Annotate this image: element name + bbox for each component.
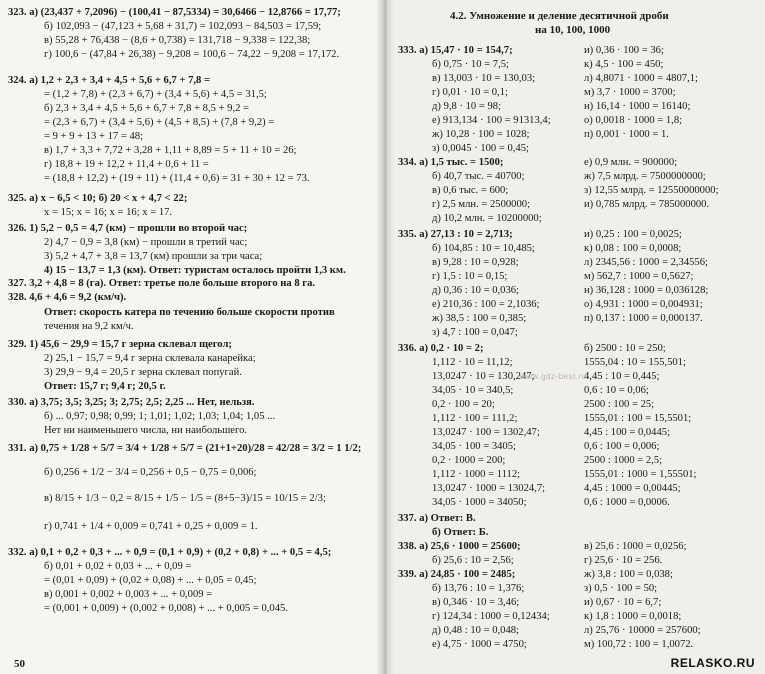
right-col2-line: п) 0,001 · 1000 = 1.	[584, 129, 669, 140]
right-col1-line: в) 9,28 : 10 = 0,928;	[432, 257, 519, 268]
page-number: 50	[14, 658, 25, 670]
right-col1-line: г) 1,5 : 10 = 0,15;	[432, 271, 508, 282]
left-lines-line: 330. а) 3,75; 3,5; 3,25; 3; 2,75; 2,5; 2,25 ... Нет, нельзя.	[8, 397, 255, 408]
right-col1-line: д) 10,2 млн. = 10200000;	[432, 213, 542, 224]
right-col2-line: м) 3,7 · 1000 = 3700;	[584, 87, 676, 98]
left-lines-line: 328. 4,6 + 4,6 = 9,2 (км/ч).	[8, 292, 127, 303]
left-lines-line: 2) 4,7 − 0,9 = 3,8 (км) − прошли в третий час;	[44, 237, 248, 248]
right-col1-line: е) 4,75 · 1000 = 4750;	[432, 639, 527, 650]
left-lines-line: = (2,3 + 6,7) + (3,4 + 5,6) + (4,5 + 8,5) + (7,8 + 9,2) =	[44, 117, 275, 128]
left-lines-line: = (18,8 + 12,2) + (19 + 11) + (11,4 + 0,6) = 31 + 30 + 12 = 73.	[44, 173, 310, 184]
right-col1-line: б) 0,75 · 10 = 7,5;	[432, 59, 509, 70]
left-lines-line: Ответ: скорость катера по течению больше скорости против	[44, 307, 335, 318]
right-col1-line: б) 40,7 тыс. = 40700;	[432, 171, 525, 182]
right-col2-line: 1555,04 : 10 = 155,501;	[584, 357, 686, 368]
right-col1-line: 337. а) Ответ: В.	[398, 513, 476, 524]
left-lines-line: = 9 + 9 + 13 + 17 = 48;	[44, 131, 144, 142]
left-lines-line: 4) 15 − 13,7 = 1,3 (км). Ответ: туристам осталось пройти 1,3 км.	[44, 265, 346, 276]
left-lines-line: б) 0,256 + 1/2 − 3/4 = 0,256 + 0,5 − 0,75 = 0,006;	[44, 467, 257, 478]
right-col1-line: 0,2 · 100 = 20;	[432, 399, 495, 410]
right-col2-line: п) 0,137 : 1000 = 0,000137.	[584, 313, 703, 324]
right-col2-line: б) 2500 : 10 = 250;	[584, 343, 666, 354]
right-col2-line: 0,6 : 10 = 0,06;	[584, 385, 649, 396]
right-col2-line: 2500 : 1000 = 2,5;	[584, 455, 663, 466]
left-lines-line: в) 0,001 + 0,002 + 0,003 + ... + 0,009 =	[44, 589, 213, 600]
right-col1-line: ж) 38,5 : 100 = 0,385;	[432, 313, 527, 324]
right-col1-line: б) 25,6 : 10 = 2,56;	[432, 555, 514, 566]
right-col1-line: 34,05 · 100 = 3405;	[432, 441, 516, 452]
left-lines-line: 329. 1) 45,6 − 29,9 = 15,7 г зерна склевал щегол;	[8, 339, 232, 350]
left-lines-line: в) 55,28 + 76,438 − (8,6 + 0,738) = 131,718 − 9,338 = 122,38;	[44, 35, 311, 46]
right-col1-line: е) 210,36 : 100 = 2,1036;	[432, 299, 540, 310]
right-col2-line: о) 0,0018 · 1000 = 1,8;	[584, 115, 683, 126]
right-col1-line: ж) 10,28 · 100 = 1028;	[432, 129, 530, 140]
right-col1-line: б) 104,85 : 10 = 10,485;	[432, 243, 535, 254]
right-col1-line: 338. а) 25,6 · 1000 = 25600;	[398, 541, 521, 552]
right-col1-line: 34,05 · 1000 = 34050;	[432, 497, 527, 508]
right-col2-line: з) 0,5 · 100 = 50;	[584, 583, 658, 594]
right-col2-line: л) 2345,56 : 1000 = 2,34556;	[584, 257, 708, 268]
right-col2-line: е) 0,9 млн. = 900000;	[584, 157, 678, 168]
left-lines-line: 3) 5,2 + 4,7 + 3,8 = 13,7 (км) прошли за три часа;	[44, 251, 263, 262]
right-col1-line: 1,112 · 100 = 111,2;	[432, 413, 518, 424]
right-col2-line: о) 4,931 : 1000 = 0,004931;	[584, 299, 703, 310]
right-col2-line: и) 0,36 · 100 = 36;	[584, 45, 664, 56]
left-lines-line: г) 100,6 − (47,84 + 26,38) − 9,208 = 100,6 − 74,22 − 9,208 = 17,172.	[44, 49, 340, 60]
right-col2-line: 1555,01 : 100 = 15,5501;	[584, 413, 692, 424]
right-col2-line: л) 4,8071 · 1000 = 4807,1;	[584, 73, 698, 84]
right-col1-line: е) 913,134 · 100 = 91313,4;	[432, 115, 551, 126]
left-lines-line: = (0,01 + 0,09) + (0,02 + 0,08) + ... + 0,05 = 0,45;	[44, 575, 257, 586]
left-lines-line: в) 1,7 + 3,3 + 7,72 + 3,28 + 1,11 + 8,89 = 5 + 11 + 10 = 26;	[44, 145, 297, 156]
right-col2-line: м) 562,7 : 1000 = 0,5627;	[584, 271, 694, 282]
section-subtitle: на 10, 100, 1000	[535, 24, 611, 36]
left-lines-line: Ответ: 15,7 г; 9,4 г; 20,5 г.	[44, 381, 166, 392]
left-lines-line: в) 8/15 + 1/3 − 0,2 = 8/15 + 1/5 − 1/5 = (8+5−3)/15 = 10/15 = 2/3;	[44, 493, 326, 504]
left-lines-line: 332. а) 0,1 + 0,2 + 0,3 + ... + 0,9 = (0,1 + 0,9) + (0,2 + 0,8) + ... + 0,5 = 4,5;	[8, 547, 332, 558]
right-col2-line: к) 4,5 · 100 = 450;	[584, 59, 664, 70]
left-lines-line: г) 0,741 + 1/4 + 0,009 = 0,741 + 0,25 + 0,009 = 1.	[44, 521, 258, 532]
right-col1-line: 333. а) 15,47 · 10 = 154,7;	[398, 45, 513, 56]
right-col1-line: в) 0,346 · 10 = 3,46;	[432, 597, 520, 608]
right-col2-line: и) 0,25 : 100 = 0,0025;	[584, 229, 682, 240]
right-col1-line: 334. а) 1,5 тыс. = 1500;	[398, 157, 504, 168]
right-col2-line: 4,45 : 10 = 0,445;	[584, 371, 660, 382]
right-col1-line: г) 2,5 млн. = 2500000;	[432, 199, 531, 210]
book-spine	[376, 0, 394, 674]
right-col1-line: д) 0,36 : 10 = 0,036;	[432, 285, 519, 296]
right-col2-line: 2500 : 100 = 25;	[584, 399, 655, 410]
right-col2-line: г) 25,6 · 10 = 256.	[584, 555, 663, 566]
right-col1-line: б) 13,76 : 10 = 1,376;	[432, 583, 525, 594]
left-lines-line: 323. а) (23,437 + 7,2096) − (100,41 − 87,5334) = 30,6466 − 12,8766 = 17,77;	[8, 7, 341, 18]
left-lines-line: 325. а) x − 6,5 < 10; б) 20 < x + 4,7 < 22;	[8, 193, 188, 204]
right-col1-line: 34,05 · 10 = 340,5;	[432, 385, 514, 396]
left-lines-line: = (0,001 + 0,009) + (0,002 + 0,008) + ... + 0,005 = 0,045.	[44, 603, 288, 614]
right-col2-line: 4,45 : 1000 = 0,00445;	[584, 483, 681, 494]
left-lines-line: б) ... 0,97; 0,98; 0,99; 1; 1,01; 1,02; 1,03; 1,04; 1,05 ...	[44, 411, 276, 422]
left-lines-line: 326. 1) 5,2 − 0,5 = 4,7 (км) − прошли во второй час;	[8, 223, 248, 234]
right-col2-line: ж) 7,5 млрд. = 7500000000;	[584, 171, 706, 182]
left-lines-line: 324. а) 1,2 + 2,3 + 3,4 + 4,5 + 5,6 + 6,7 + 7,8 =	[8, 75, 211, 86]
right-col2-line: ж) 3,8 : 100 = 0,038;	[584, 569, 673, 580]
site-logo: RELASKO.RU	[670, 656, 755, 670]
watermark: www.gdz-best.ru	[520, 372, 587, 381]
left-lines-line: 327. 3,2 + 4,8 = 8 (га). Ответ: третье поле больше второго на 8 га.	[8, 278, 316, 289]
right-col2-line: н) 16,14 · 1000 = 16140;	[584, 101, 691, 112]
left-lines-line: Нет ни наименьшего числа, ни наибольшего.	[44, 425, 248, 436]
left-lines-line: = (1,2 + 7,8) + (2,3 + 6,7) + (3,4 + 5,6) + 4,5 = 31,5;	[44, 89, 267, 100]
right-col2-line: 1555,01 : 1000 = 1,55501;	[584, 469, 697, 480]
right-col2-line: 0,6 : 1000 = 0,0006.	[584, 497, 670, 508]
right-col1-line: д) 0,48 : 10 = 0,048;	[432, 625, 519, 636]
right-col1-line: 339. а) 24,85 · 100 = 2485;	[398, 569, 516, 580]
right-col1-line: в) 0,6 тыс. = 600;	[432, 185, 509, 196]
left-lines-line: б) 102,093 − (47,123 + 5,68 + 31,7) = 102,093 − 84,503 = 17,59;	[44, 21, 322, 32]
right-col2-line: з) 12,55 млрд. = 12550000000;	[584, 185, 719, 196]
right-col1-line: в) 13,003 · 10 = 130,03;	[432, 73, 536, 84]
left-lines-line: б) 2,3 + 3,4 + 4,5 + 5,6 + 6,7 + 7,8 + 8,5 + 9,2 =	[44, 103, 250, 114]
left-lines-line: б) 0,01 + 0,02 + 0,03 + ... + 0,09 =	[44, 561, 192, 572]
right-col1-line: 336. а) 0,2 · 10 = 2;	[398, 343, 484, 354]
right-col2-line: л) 25,76 · 10000 = 257600;	[584, 625, 701, 636]
right-col1-line: 0,2 · 1000 = 200;	[432, 455, 506, 466]
right-col2-line: в) 25,6 : 1000 = 0,0256;	[584, 541, 687, 552]
right-col1-line: 13,0247 · 100 = 1302,47;	[432, 427, 540, 438]
right-col2-line: н) 36,128 : 1000 = 0,036128;	[584, 285, 709, 296]
right-col1-line: з) 4,7 : 100 = 0,047;	[432, 327, 518, 338]
right-col2-line: и) 0,785 млрд. = 785000000.	[584, 199, 710, 210]
right-col1-line: б) Ответ: Б.	[432, 527, 489, 538]
section-title: 4.2. Умножение и деление десятичной дроби	[450, 10, 669, 22]
right-col1-line: 1,112 · 10 = 11,12;	[432, 357, 513, 368]
right-col2-line: м) 100,72 : 100 = 1,0072.	[584, 639, 694, 650]
right-col1-line: д) 9,8 · 10 = 98;	[432, 101, 502, 112]
right-col1-line: з) 0,0045 · 100 = 0,45;	[432, 143, 529, 154]
left-lines-line: течения на 9,2 км/ч.	[44, 321, 134, 332]
right-col1-line: 335. а) 27,13 : 10 = 2,713;	[398, 229, 513, 240]
right-col2-line: 0,6 : 100 = 0,006;	[584, 441, 660, 452]
left-lines-line: г) 18,8 + 19 + 12,2 + 11,4 + 0,6 + 11 =	[44, 159, 209, 170]
left-lines-line: x = 15; x = 16; x = 16; x = 17.	[44, 207, 173, 218]
left-lines-line: 3) 29,9 − 9,4 = 20,5 г зерна склевал попугай.	[44, 367, 242, 378]
right-col2-line: к) 0,08 : 100 = 0,0008;	[584, 243, 682, 254]
left-lines-line: 331. а) 0,75 + 1/28 + 5/7 = 3/4 + 1/28 + 5/7 = (21+1+20)/28 = 42/28 = 3/2 = 1 1/2;	[8, 443, 362, 454]
right-col1-line: г) 0,01 · 10 = 0,1;	[432, 87, 508, 98]
right-col2-line: и) 0,67 · 10 = 6,7;	[584, 597, 662, 608]
right-col2-line: 4,45 : 100 = 0,0445;	[584, 427, 671, 438]
right-col1-line: 13,0247 · 1000 = 13024,7;	[432, 483, 546, 494]
right-col1-line: 13,0247 · 10 = 130,247;	[432, 371, 535, 382]
left-lines-line: 2) 25,1 − 15,7 = 9,4 г зерна склевала канарейка;	[44, 353, 256, 364]
right-col1-line: г) 124,34 : 1000 = 0,12434;	[432, 611, 550, 622]
right-col2-line: к) 1,8 : 1000 = 0,0018;	[584, 611, 682, 622]
right-col1-line: 1,112 · 1000 = 1112;	[432, 469, 521, 480]
